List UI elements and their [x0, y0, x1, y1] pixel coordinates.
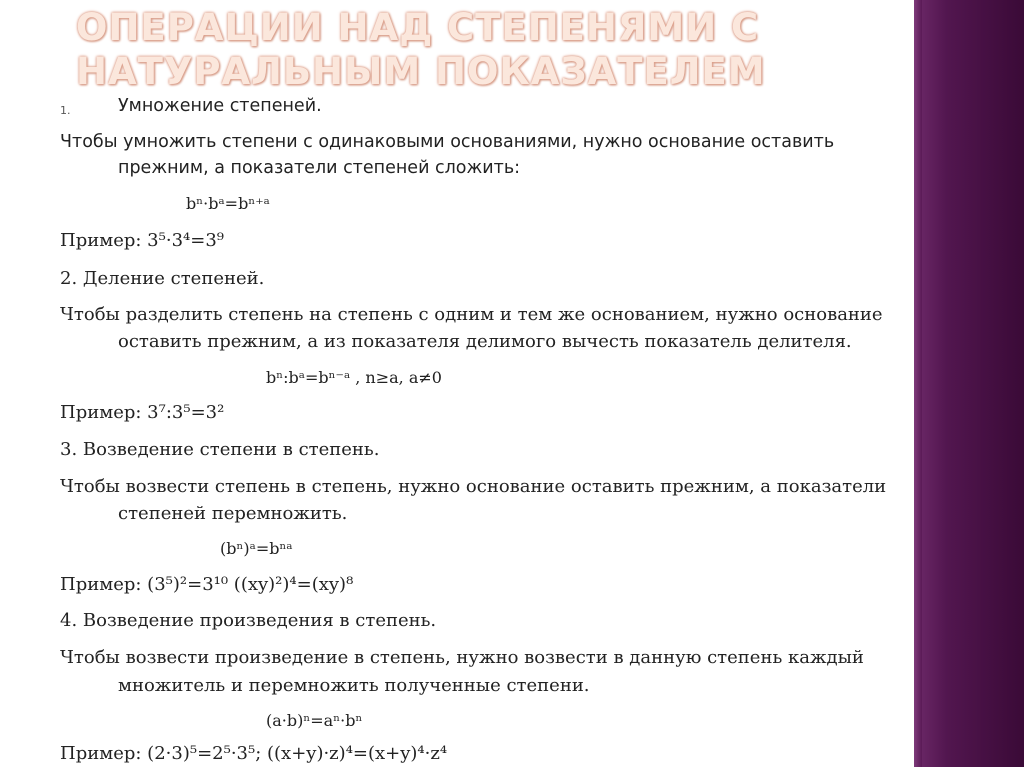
section-3-heading: 3. Возведение степени в степень. [60, 439, 380, 460]
example-2: Пример: 3⁷:3⁵=3² [60, 402, 225, 423]
section-2-heading: 2. Деление степеней. [60, 268, 265, 289]
section-1-heading: Умножение степеней. [118, 96, 322, 116]
formula-3: (bⁿ)ᵃ=bⁿᵃ [220, 539, 293, 558]
rule-1-line-1: Чтобы умножить степени с одинаковыми основаниями, нужно основание оставить [60, 132, 835, 152]
formula-1: bⁿ·bᵃ=bⁿ⁺ᵃ [186, 194, 270, 213]
rule-2-line-2: оставить прежним, а из показателя делимого вычесть показатель делителя. [118, 331, 852, 352]
example-1: Пример: 3⁵·3⁴=3⁹ [60, 230, 224, 251]
section-4-heading: 4. Возведение произведения в степень. [60, 610, 437, 631]
formula-2: bⁿ:bᵃ=bⁿ⁻ᵃ , n≥a, a≠0 [266, 368, 442, 387]
rule-1-line-2: прежним, а показатели степеней сложить: [118, 158, 521, 178]
rule-4-line-2: множитель и перемножить полученные степени. [118, 675, 590, 696]
decorative-side-band [914, 0, 1024, 767]
rule-3-line-1: Чтобы возвести степень в степень, нужно основание оставить прежним, а показатели [60, 476, 887, 497]
rule-2-line-1: Чтобы разделить степень на степень с одним и тем же основанием, нужно основание [60, 304, 883, 325]
slide-title: ОПЕРАЦИИ НАД СТЕПЕНЯМИ С НАТУРАЛЬНЫМ ПОКАЗАТЕЛЕМ [76, 6, 766, 93]
example-4: Пример: (2·3)⁵=2⁵·3⁵; ((x+y)·z)⁴=(x+y)⁴·z⁴ [60, 743, 448, 764]
list-number: 1. [60, 104, 71, 117]
rule-3-line-2: степеней перемножить. [118, 503, 348, 524]
rule-4-line-1: Чтобы возвести произведение в степень, нужно возвести в данную степень каждый [60, 647, 864, 668]
formula-4: (a·b)ⁿ=aⁿ·bⁿ [266, 711, 363, 730]
example-3: Пример: (3⁵)²=3¹⁰ ((xy)²)⁴=(xy)⁸ [60, 574, 354, 595]
